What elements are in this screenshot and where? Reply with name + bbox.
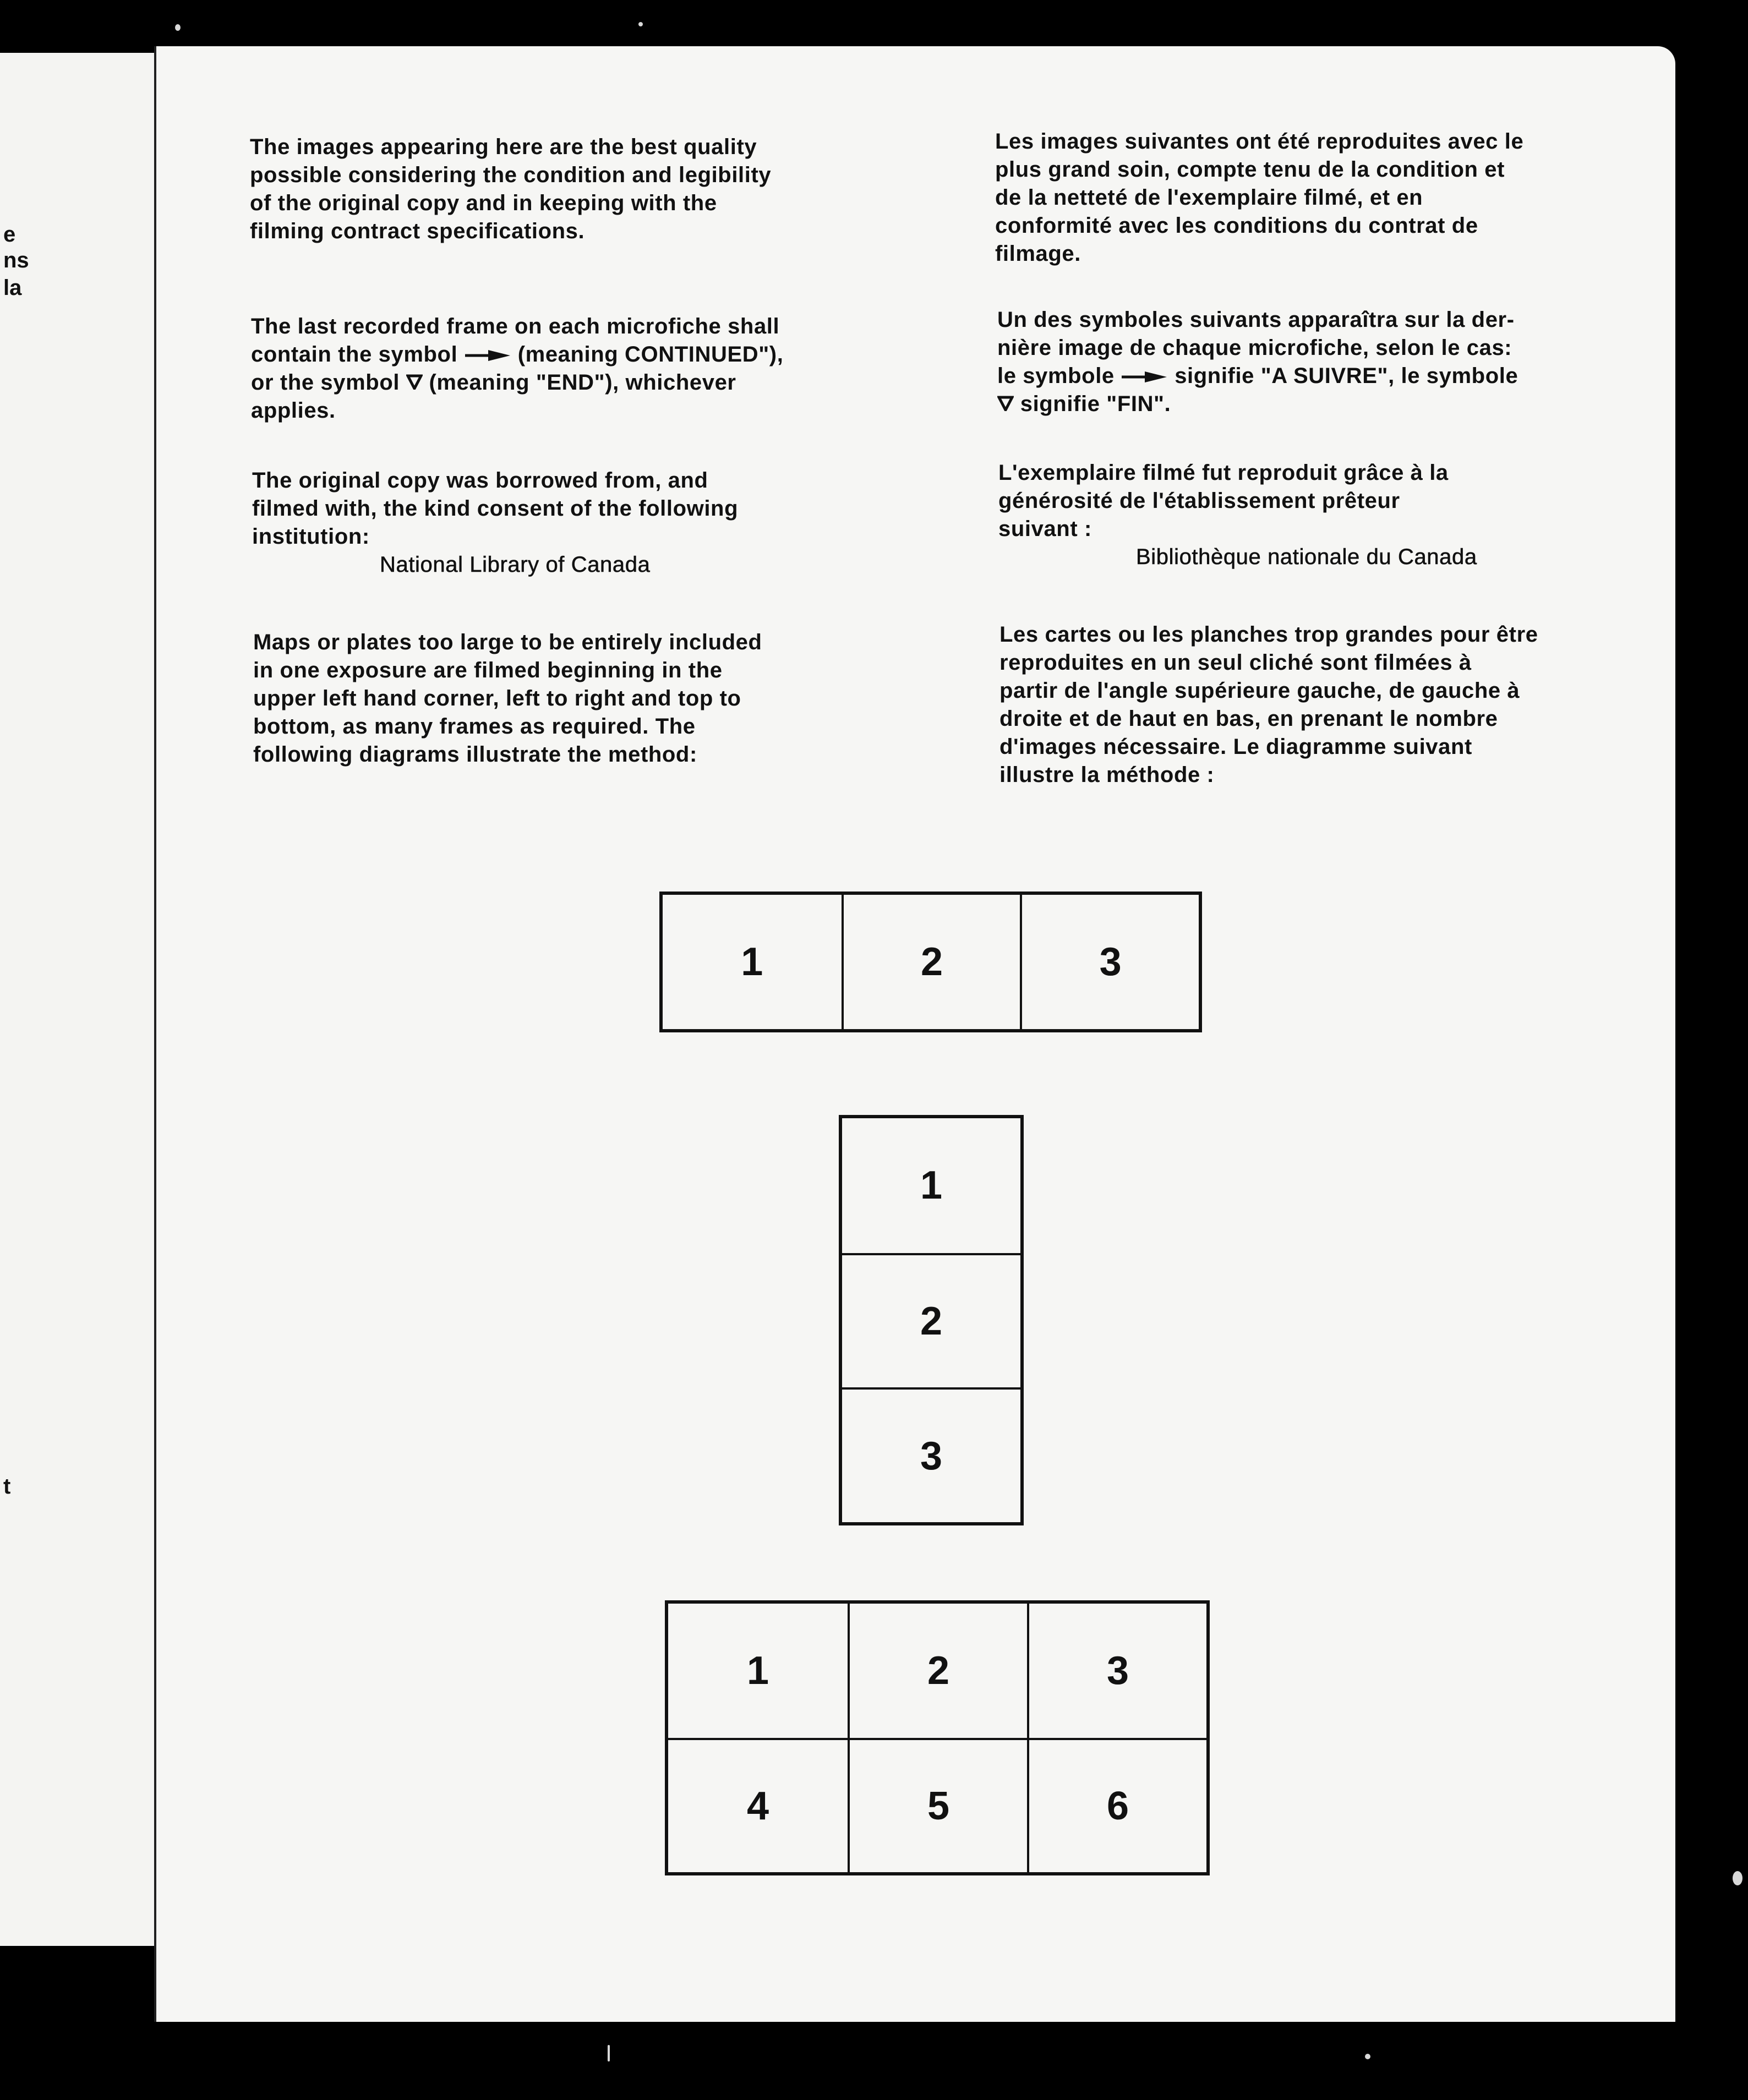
text-line: upper left hand corner, left to right and top to <box>253 686 741 710</box>
text-line: The original copy was borrowed from, and <box>252 468 708 493</box>
fragment-text: ns <box>3 248 29 272</box>
frame-cell: 2 <box>842 1253 1020 1388</box>
a-suivre-arrow-icon <box>1121 370 1168 384</box>
text-line: Les images suivantes ont été reproduites avec le <box>995 129 1524 154</box>
english-maps-paragraph <box>253 628 762 769</box>
scan-speck <box>1733 1871 1742 1885</box>
frame-cell: 5 <box>848 1738 1027 1872</box>
french-institution-paragraph <box>998 459 1477 571</box>
fin-triangle-icon <box>997 396 1014 411</box>
text-line: filming contract specifications. <box>250 219 585 243</box>
frame-cell: 1 <box>741 940 763 984</box>
text-line: Les cartes ou les planches trop grandes pour être <box>999 622 1538 647</box>
english-symbol-paragraph <box>251 313 783 425</box>
text-line: The images appearing here are the best quality <box>250 135 757 159</box>
frame-cell: 2 <box>842 895 1020 1029</box>
institution-name: National Library of Canada <box>380 553 651 577</box>
text-line: d'images nécessaire. Le diagramme suivant <box>999 735 1472 759</box>
frame-cell: 3 <box>1020 895 1199 1029</box>
text-line: reproduites en un seul cliché sont filmées à <box>999 650 1472 675</box>
text-segment: (meaning "END"), whichever <box>429 370 736 395</box>
text-line: bottom, as many frames as required. The <box>253 714 696 739</box>
english-institution-paragraph <box>252 467 738 579</box>
text-line: nière image de chaque microfiche, selon le cas: <box>997 336 1512 360</box>
text-line: Un des symboles suivants apparaîtra sur la der- <box>997 308 1515 332</box>
text-line: conformité avec les conditions du contrat de <box>995 214 1478 238</box>
text-line: applies. <box>251 398 336 423</box>
text-line: filmed with, the kind consent of the following <box>252 496 739 521</box>
text-line: suivant : <box>998 517 1092 541</box>
text-segment: (meaning CONTINUED"), <box>517 342 784 367</box>
text-line: possible considering the condition and legibility <box>250 163 772 187</box>
fragment-text: e <box>3 222 16 247</box>
fragment-text: la <box>3 276 22 300</box>
text-line: droite et de haut en bas, en prenant le nombre <box>999 707 1498 731</box>
text-line <box>997 390 1518 418</box>
text-segment: or the symbol <box>251 370 400 395</box>
continued-arrow-icon <box>464 349 511 362</box>
frame-order-diagram-grid <box>665 1600 1210 1875</box>
text-line: générosité de l'établissement prêteur <box>998 489 1400 513</box>
frame-order-diagram-row <box>659 892 1202 1032</box>
scan-speck <box>1365 2054 1370 2059</box>
institution-name: Bibliothèque nationale du Canada <box>1136 545 1477 569</box>
text-segment: le symbole <box>997 364 1115 388</box>
text-segment: signifie "FIN". <box>1020 392 1171 416</box>
text-line: institution: <box>252 524 370 549</box>
frame-cell: 1 <box>920 1163 943 1208</box>
frame-cell: 2 <box>848 1604 1027 1738</box>
scan-speck <box>638 22 643 26</box>
text-line: plus grand soin, compte tenu de la condition et <box>995 157 1505 182</box>
frame-order-diagram-column <box>839 1115 1024 1525</box>
text-line <box>997 362 1518 390</box>
text-segment: signifie "A SUIVRE", le symbole <box>1175 364 1518 388</box>
text-segment: contain the symbol <box>251 342 458 367</box>
frame-cell: 1 <box>746 1649 769 1693</box>
adjacent-page-strip <box>0 53 175 1946</box>
frame-cell: 4 <box>668 1738 848 1872</box>
text-line <box>251 369 783 397</box>
text-line: illustre la méthode : <box>999 763 1215 787</box>
text-line: Maps or plates too large to be entirely included <box>253 630 762 654</box>
text-line: in one exposure are filmed beginning in the <box>253 658 723 682</box>
english-quality-paragraph <box>250 133 771 245</box>
text-line: following diagrams illustrate the method: <box>253 742 697 767</box>
text-line: partir de l'angle supérieure gauche, de gauche à <box>999 679 1520 703</box>
text-line: filmage. <box>995 242 1081 266</box>
french-maps-paragraph <box>999 621 1538 789</box>
scan-speck <box>175 24 181 31</box>
frame-cell: 3 <box>842 1387 1020 1522</box>
french-quality-paragraph <box>995 128 1523 268</box>
fragment-text: t <box>3 1474 11 1499</box>
text-line: L'exemplaire filmé fut reproduit grâce à la <box>998 461 1449 485</box>
end-triangle-icon <box>406 374 423 390</box>
frame-cell: 6 <box>1027 1738 1206 1872</box>
scan-speck <box>608 2045 610 2061</box>
french-symbol-paragraph <box>997 306 1518 418</box>
text-line: de la netteté de l'exemplaire filmé, et en <box>995 185 1423 210</box>
document-page <box>156 46 1675 2022</box>
frame-cell: 3 <box>1027 1604 1206 1738</box>
text-line <box>251 341 783 369</box>
text-line: The last recorded frame on each microfiche shall <box>251 314 780 338</box>
text-line: of the original copy and in keeping with the <box>250 191 717 215</box>
